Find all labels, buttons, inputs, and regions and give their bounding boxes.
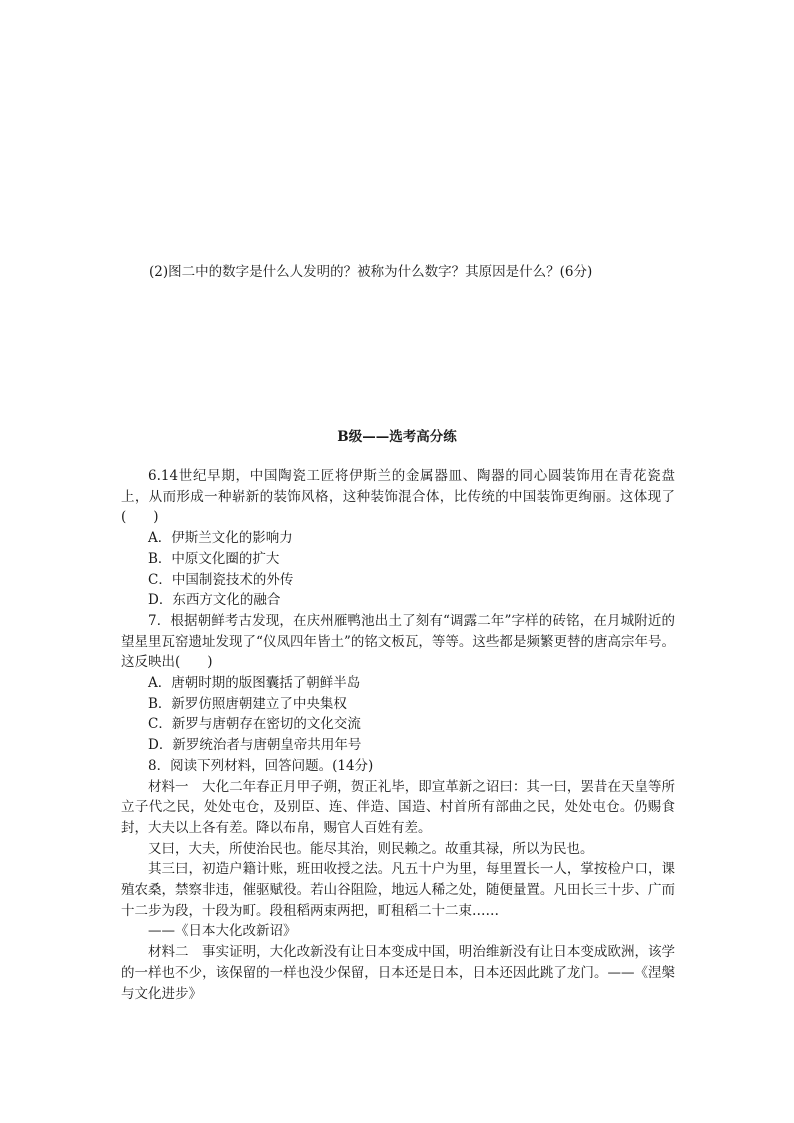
- q6-option-b: B．中原文化圈的扩大: [148, 550, 280, 567]
- question-7-stem: 7．根据朝鲜考古发现，在庆州雁鸭池出土了刻有“调露二年”字样的砖铭，在月城附近的望星里瓦窑遗址发现了“仪凤四年皆土”的铭文板瓦，等等。这些都是频繁更替的唐高宗年号。这反映出( ): [121, 612, 675, 671]
- q7-option-d: D．新罗统治者与唐朝皇帝共用年号: [148, 737, 362, 754]
- question-6-stem: 6.14世纪早期，中国陶瓷工匠将伊斯兰的金属器皿、陶器的同心圆装饰用在青花瓷盘上，从而形成一种崭新的装饰风格，这种装饰混合体，比传统的中国装饰更绚丽。这体现了( ): [121, 468, 675, 526]
- material-1-paragraph-3: 其三曰，初造户籍计账，班田收授之法。凡五十户为里，每里置长一人，掌按检户口，课殖农桑，禁察非违，催驱赋役。若山谷阻险，地远人稀之处，随便量置。凡田长三十步、广而十二步为段，十段为町。段租稻两束两把，町租稻二十二束……: [121, 861, 675, 919]
- q6-option-c: C．中国制瓷技术的外传: [148, 571, 294, 588]
- section-title: B级——选考高分练: [337, 429, 457, 445]
- q7-option-a: A．唐朝时期的版图囊括了朝鲜半岛: [148, 675, 361, 692]
- q7-option-b: B．新罗仿照唐朝建立了中央集权: [148, 695, 347, 712]
- material-1-source: ——《日本大化改新诏》: [148, 923, 297, 940]
- questions-body: [121, 466, 675, 1004]
- material-1-paragraph-2: 又曰，大夫，所使治民也。能尽其治，则民赖之。故重其禄，所以为民也。: [148, 840, 594, 857]
- question-2-part-2: (2)图二中的数字是什么人发明的？被称为什么数字？其原因是什么？(6分): [149, 264, 593, 280]
- material-1-paragraph-1: 材料一 大化二年春正月甲子朔，贺正礼毕，即宣革新之诏曰：其一曰，罢昔在天皇等所立子代之民，处处屯仓，及别臣、连、伴造、国造、村首所有部曲之民，处处屯仓。仍赐食封，大夫以上各有差。降以布帛，赐官人百姓有差。: [121, 778, 675, 836]
- q7-option-c: C．新罗与唐朝存在密切的文化交流: [148, 716, 361, 733]
- question-8-stem: 8．阅读下列材料，回答问题。(14分): [148, 757, 374, 774]
- material-2: 材料二 事实证明，大化改新没有让日本变成中国，明治维新没有让日本变成欧洲，该学的一样也不少，该保留的一样也没少保留，日本还是日本，日本还因此跳了龙门。——《涅槃与文化进步》: [121, 944, 675, 1002]
- q6-option-a: A．伊斯兰文化的影响力: [148, 530, 293, 547]
- q6-option-d: D．东西方文化的融合: [148, 592, 281, 609]
